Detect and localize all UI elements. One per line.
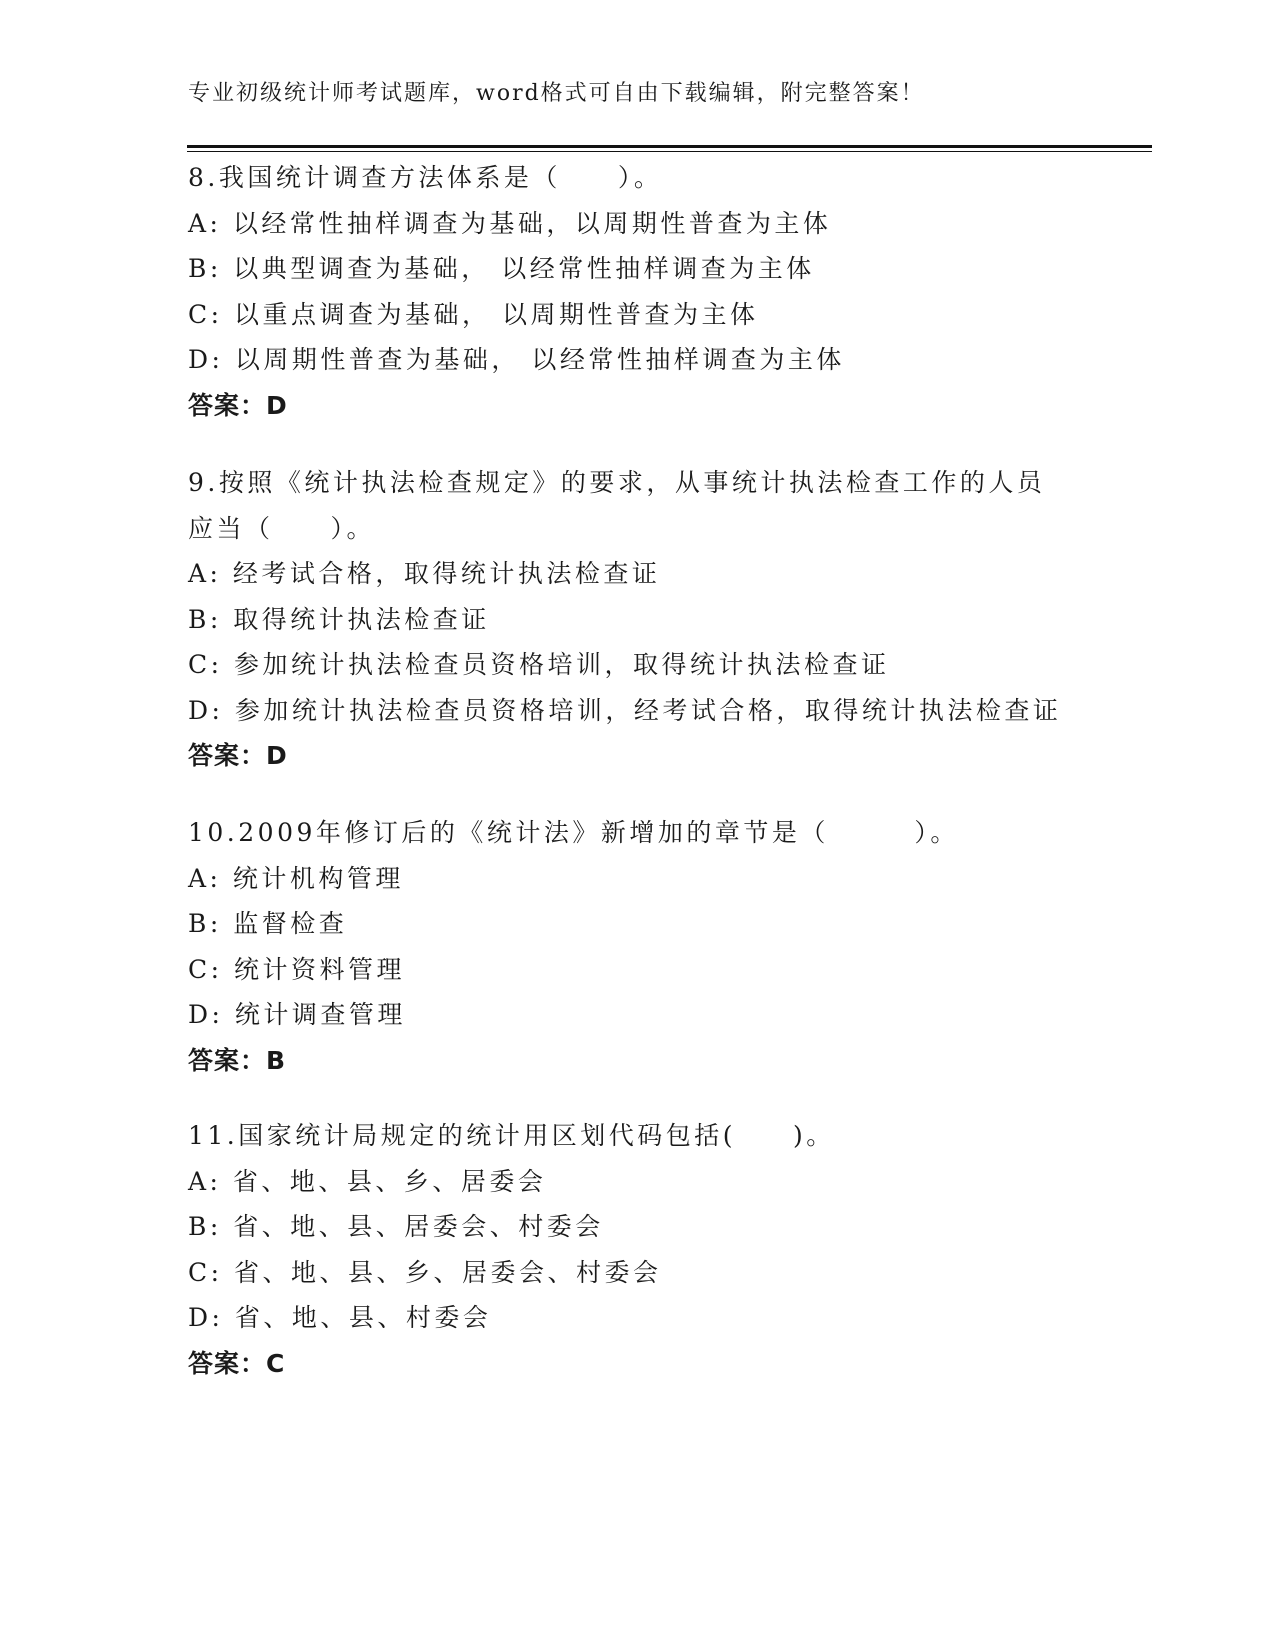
option-d: D: 统计调查管理 [188,1000,406,1029]
option-a: A: 统计机构管理 [188,863,404,893]
option-b: B: 省、地、县、居委会、村委会 [188,1212,604,1241]
option-a: A: 以经常性抽样调查为基础，以周期性普查为主体 [188,208,832,238]
question-stem: 11.国家统计局规定的统计用区划代码包括( )。 [188,1121,835,1150]
answer: 答案：D [188,741,288,770]
question-10 [188,810,1088,1083]
option-d: D: 参加统计执法检查员资格培训，经考试合格，取得统计执法检查证 [188,695,1062,725]
question-stem: 9.按照《统计执法检查规定》的要求，从事统计执法检查工作的人员 [188,468,1046,497]
question-stem-continued: 应当（ ）。 [188,513,376,543]
answer: 答案：D [188,390,288,420]
option-d: D: 省、地、县、村委会 [188,1303,492,1332]
question-stem: 8.我国统计调查方法体系是（ ）。 [188,163,663,192]
option-d: D: 以周期性普查为基础， 以经常性抽样调查为主体 [188,345,845,374]
question-9 [188,460,1088,779]
question-11 [188,1113,1088,1386]
option-c: C: 统计资料管理 [188,954,405,984]
option-c: C: 以重点调查为基础， 以周期性普查为主体 [188,299,759,329]
question-8 [188,155,1088,428]
header-divider [187,145,1152,153]
header-divider-thick [187,145,1152,148]
option-a: A: 经考试合格，取得统计执法检查证 [188,559,661,588]
header-divider-thin [187,151,1152,152]
option-b: B: 监督检查 [188,909,348,938]
option-a: A: 省、地、县、乡、居委会 [188,1166,547,1196]
answer: 答案：B [188,1045,287,1075]
question-stem: 10.2009年修订后的《统计法》新增加的章节是（ ）。 [188,818,959,847]
option-c: C: 省、地、县、乡、居委会、村委会 [188,1257,662,1287]
option-c: C: 参加统计执法检查员资格培训，取得统计执法检查证 [188,650,890,679]
option-b: B: 取得统计执法检查证 [188,604,490,634]
option-b: B: 以典型调查为基础， 以经常性抽样调查为主体 [188,254,815,283]
answer: 答案：C [188,1348,286,1378]
page-header: 专业初级统计师考试题库，word格式可自由下载编辑，附完整答案！ [188,81,925,106]
